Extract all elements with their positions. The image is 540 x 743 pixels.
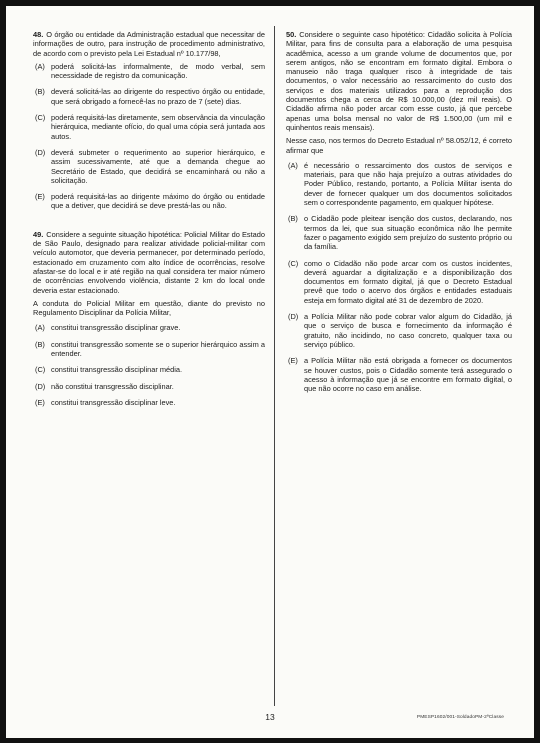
option-d[interactable]: (D) não constitui transgressão disciplinar.: [35, 381, 174, 391]
option-a[interactable]: (A) poderá solicitá-las informalmente, de modo verbal, sem necessidade de registro da comunicação.: [35, 61, 265, 81]
option-e[interactable]: (E) constitui transgressão disciplinar leve.: [35, 397, 176, 407]
option-a[interactable]: (A) constitui transgressão disciplinar grave.: [35, 323, 181, 333]
question-statement: Nesse caso, nos termos do Decreto Estadual nº 58.052/12, é correto afirmar que: [286, 136, 512, 155]
option-e[interactable]: (E) a Polícia Militar não está obrigada a fornecer os documentos se houver custos, pois o Cidadão somente terá assegurado o acesso à informação que já se encontre em formato digital, o que não ocorre no caso em análise.: [288, 356, 512, 394]
question-text: O órgão ou entidade da Administração estadual que necessitar de informações de outro, para instrução de procedimento administrativo, de acordo com o previsto pela Lei Estadual nº 10.177/98,: [33, 30, 265, 58]
option-b[interactable]: (B) deverá solicitá-las ao dirigente do respectivo órgão ou entidade, que será obrigado a fornecê-las no prazo de 7 (sete) dias.: [35, 87, 265, 106]
question-number: 50.: [286, 30, 297, 39]
question-statement: A conduta do Policial Militar em questão, diante do previsto no Regulamento Disciplinar da Polícia Militar,: [33, 298, 265, 318]
left-column: [33, 30, 265, 414]
option-a[interactable]: (A) é necessário o ressarcimento dos custos de serviços e materiais, para que não haja prejuízo a outras atividades do Poder Público, restando, portanto, a Polícia Militar isenta do dever de fornecer qualquer um dos documentos solicitados sem o correspondente pagamento, em qualquer hipótese.: [288, 160, 512, 208]
question-text: Considere o seguinte caso hipotético: Cidadão solicita à Polícia Militar, para fins de consulta para a elaboração de uma pesquisa acadêmica, acesso a um grande volume de documentos que, por serem antigos, não se encontram em formato digital. Embora o manuseio não traga qualquer risco à integridade de tais documentos, o valor necessário ao ressarcimento do custo dos serviços e dos materiais utilizados para a reprodução dos documentos chega a cerca de R$ 10.000,00 (dez mil reais). O Cidadão afirma não poder arcar com esse custo, já que percebe apenas uma bolsa mensal no valor de R$ 1.500,00 (um mil e quinhentos reais mensais).: [286, 30, 512, 132]
option-b[interactable]: (B) constitui transgressão somente se o superior hierárquico assim a entender.: [35, 339, 265, 359]
question-number: 48.: [33, 30, 44, 39]
question-48: [33, 30, 265, 211]
option-c[interactable]: (C) constitui transgressão disciplinar média.: [35, 365, 183, 375]
column-divider: [274, 26, 275, 706]
question-49: [33, 230, 265, 407]
page-number: 13: [265, 712, 275, 722]
option-c[interactable]: (C) poderá requisitá-las diretamente, sem observância da vinculação hierárquica, mediante ofício, do qual uma cópia será juntada aos autos.: [35, 113, 265, 141]
question-number: 49.: [33, 229, 44, 239]
exam-page: [6, 6, 534, 738]
option-b[interactable]: (B) o Cidadão pode pleitear isenção dos custos, declarando, nos termos da lei, que sua situação econômica não lhe permite fazer o pagamento exigido sem prejuízo do sustento próprio ou da família.: [288, 214, 512, 252]
question-text: Considere a seguinte situação hipotética: Policial Militar do Estado de São Paulo, designado para realizar atividade policial-militar com veículo automotor, que deveria permanecer, por determinado período, estacionado em cruzamento com alto índice de ocorrências, resolve afastar-se do local e ir até região na qual considera ter maior número de ocorrências envolvendo violência, distante 2 km do local onde deveria estar estacionado.: [33, 229, 265, 295]
right-column: [286, 30, 512, 400]
option-e[interactable]: (E) poderá requisitá-las ao dirigente máximo do órgão ou entidade que a detiver, que decidirá se deve prestá-las ou não.: [35, 192, 265, 211]
option-c[interactable]: (C) como o Cidadão não pode arcar com os custos incidentes, deverá aguardar a digitalização e a disponibilização dos documentos em formato digital, já que o Decreto Estadual prevê que todo o acervo dos órgãos e entidades estaduais esteja em formato digital até 31 de dezembro de 2020.: [288, 258, 512, 305]
option-d[interactable]: (D) a Polícia Militar não pode cobrar valor algum do Cidadão, já que o serviço de busca e fornecimento da informação é gratuito, não incidindo, no caso concreto, qualquer taxa ou serviço público.: [288, 312, 512, 349]
option-d[interactable]: (D) deverá submeter o requerimento ao superior hierárquico, e assim sucessivamente, até que a demanda chegue ao Secretário de Estado, que decidirá se encaminhará ou não a solicitação.: [35, 147, 265, 185]
question-50: [286, 30, 512, 393]
exam-code: PMESP1602/001-SoldadoPM-2ªClasse: [416, 715, 504, 720]
